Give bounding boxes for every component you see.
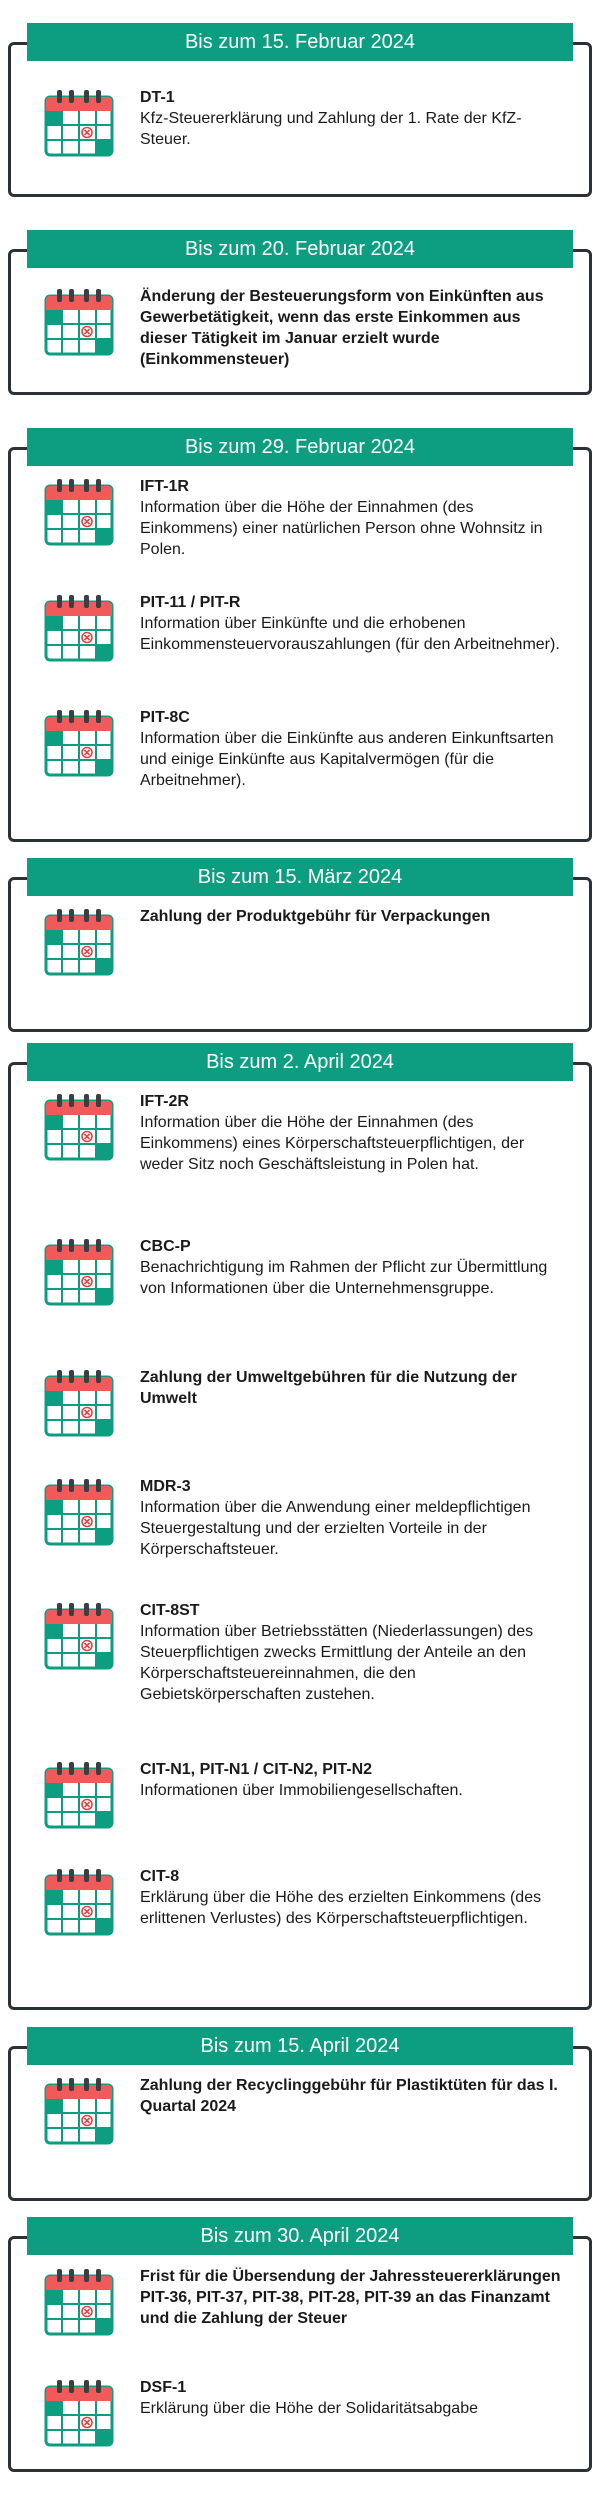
calendar-icon bbox=[44, 908, 114, 976]
item-text bbox=[140, 1091, 570, 1175]
item-title: IFT-2R bbox=[140, 1093, 189, 1110]
item-text bbox=[140, 1236, 570, 1299]
item-text bbox=[140, 1476, 570, 1560]
item-text bbox=[140, 1759, 570, 1801]
item-description: Information über Einkünfte und die erhobenen Einkommensteuervorauszahlungen (für den Arbeitnehmer). bbox=[140, 615, 560, 653]
calendar-icon bbox=[44, 709, 114, 777]
item-description: Information über die Höhe der Einnahmen (des Einkommens) eines Körperschaftsteuerpflichtigen, der weder Sitz noch Geschäftsleistung in Polen hat. bbox=[140, 1114, 525, 1173]
item-text bbox=[140, 1866, 570, 1929]
item-text bbox=[140, 1367, 570, 1409]
item-text bbox=[140, 592, 570, 655]
deadline-heading: Bis zum 29. Februar 2024 bbox=[27, 428, 573, 466]
deadline-heading: Bis zum 20. Februar 2024 bbox=[27, 230, 573, 268]
deadline-heading: Bis zum 15. Februar 2024 bbox=[27, 23, 573, 61]
item-title: Zahlung der Produktgebühr für Verpackungen bbox=[140, 908, 491, 925]
calendar-icon bbox=[44, 1478, 114, 1546]
item-description: Kfz-Steuererklärung und Zahlung der 1. Rate der KfZ-Steuer. bbox=[140, 110, 522, 148]
item-title: CIT-8 bbox=[140, 1868, 180, 1885]
item-description: Informationen über Immobiliengesellschaften. bbox=[140, 1782, 463, 1799]
calendar-icon bbox=[44, 594, 114, 662]
deadline-heading: Bis zum 2. April 2024 bbox=[27, 1043, 573, 1081]
calendar-icon bbox=[44, 288, 114, 356]
item-title: PIT-8C bbox=[140, 709, 190, 726]
calendar-icon bbox=[44, 1093, 114, 1161]
item-title: PIT-11 / PIT-R bbox=[140, 594, 241, 611]
item-description: Information über Betriebsstätten (Niederlassungen) des Steuerpflichtigen zwecks Ermittlung der Anteile an den Körperschaftsteuereinnahmen, die den Gebietskörperschaften zustehen. bbox=[140, 1623, 534, 1703]
item-text bbox=[140, 2377, 570, 2419]
item-title: CBC-P bbox=[140, 1238, 191, 1255]
item-title: IFT-1R bbox=[140, 478, 189, 495]
deadline-heading: Bis zum 15. März 2024 bbox=[27, 858, 573, 896]
item-title: Frist für die Übersendung der Jahressteuererklärungen PIT-36, PIT-37, PIT-38, PIT-28, PIT-39 an das Finanzamt und die Zahlung der Steuer bbox=[140, 2268, 561, 2327]
item-description: Erklärung über die Höhe der Solidaritätsabgabe bbox=[140, 2400, 478, 2417]
item-text bbox=[140, 286, 570, 370]
item-description: Erklärung über die Höhe des erzielten Einkommens (des erlittenen Verlustes) des Körperschaftsteuerpflichtigen. bbox=[140, 1889, 542, 1927]
item-text bbox=[140, 476, 570, 560]
deadline-heading: Bis zum 15. April 2024 bbox=[27, 2027, 573, 2065]
item-title: CIT-8ST bbox=[140, 1602, 200, 1619]
calendar-icon bbox=[44, 89, 114, 157]
item-description: Information über die Anwendung einer meldepflichtigen Steuergestaltung und der erzielten Vorteile in der Körperschaftsteuer. bbox=[140, 1499, 531, 1558]
item-text bbox=[140, 906, 570, 927]
calendar-icon bbox=[44, 478, 114, 546]
calendar-icon bbox=[44, 1602, 114, 1670]
calendar-icon bbox=[44, 1238, 114, 1306]
calendar-icon bbox=[44, 1369, 114, 1437]
deadline-heading: Bis zum 30. April 2024 bbox=[27, 2217, 573, 2255]
calendar-icon bbox=[44, 2268, 114, 2336]
item-text bbox=[140, 707, 570, 791]
item-text bbox=[140, 1600, 570, 1705]
item-text bbox=[140, 87, 570, 150]
item-text bbox=[140, 2075, 570, 2117]
item-description: Information über die Höhe der Einnahmen (des Einkommens) einer natürlichen Person ohne Wohnsitz in Polen. bbox=[140, 499, 543, 558]
calendar-icon bbox=[44, 2379, 114, 2447]
item-description: Information über die Einkünfte aus anderen Einkunftsarten und einige Einkünfte aus Kapitalvermögen (für die Arbeitnehmer). bbox=[140, 730, 554, 789]
calendar-icon bbox=[44, 1761, 114, 1829]
item-text bbox=[140, 2266, 570, 2329]
item-title: DSF-1 bbox=[140, 2379, 187, 2396]
item-description: Benachrichtigung im Rahmen der Pflicht zur Übermittlung von Informationen über die Unternehmensgruppe. bbox=[140, 1259, 548, 1297]
calendar-icon bbox=[44, 1868, 114, 1936]
item-title: CIT-N1, PIT-N1 / CIT-N2, PIT-N2 bbox=[140, 1761, 373, 1778]
item-title: Änderung der Besteuerungsform von Einkünften aus Gewerbetätigkeit, wenn das erste Einkommen aus dieser Tätigkeit im Januar erzielt wurde (Einkommensteuer) bbox=[140, 288, 544, 368]
item-title: MDR-3 bbox=[140, 1478, 191, 1495]
item-title: Zahlung der Umweltgebühren für die Nutzung der Umwelt bbox=[140, 1369, 517, 1407]
item-title: Zahlung der Recyclinggebühr für Plastiktüten für das I. Quartal 2024 bbox=[140, 2077, 558, 2115]
item-title: DT-1 bbox=[140, 89, 175, 106]
calendar-icon bbox=[44, 2077, 114, 2145]
